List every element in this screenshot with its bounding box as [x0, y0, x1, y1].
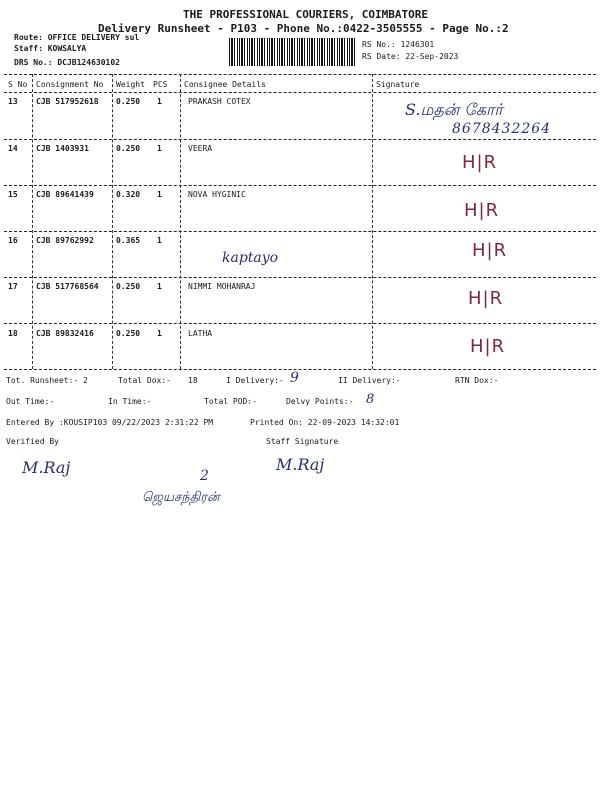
extra-signature: ஜெயசந்திரன்: [142, 490, 220, 505]
verified-by-label: Verified By: [6, 437, 59, 446]
row-divider: [4, 323, 596, 324]
row-divider: [4, 185, 596, 186]
delvy-points-label: Delvy Points:-: [286, 397, 354, 406]
i-delivery-value: 9: [290, 370, 299, 386]
in-time-label: In Time:-: [108, 397, 152, 406]
delvy-points-value: 8: [366, 392, 375, 407]
row-weight: 0.250: [116, 282, 141, 291]
row-sno: 18: [8, 329, 18, 338]
row-handwritten-consignee: kaptayo: [222, 250, 279, 266]
staff-label: Staff: KOWSALYA: [14, 44, 87, 53]
row-consignment: CJB 517768564: [36, 282, 99, 291]
staff-signature: M.Raj: [276, 455, 325, 474]
rs-date: RS Date: 22-Sep-2023: [362, 52, 459, 61]
route-label: Route: OFFICE DELIVERY sul: [14, 33, 140, 42]
row-divider: [4, 139, 596, 140]
total-runsheet: Tot. Runsheet:- 2: [6, 376, 88, 385]
company-name: THE PROFESSIONAL COURIERS, COIMBATORE: [183, 8, 429, 21]
row-signature: H|R: [462, 152, 498, 173]
staff-signature-label: Staff Signature: [266, 437, 339, 446]
rtn-dox-label: RTN Dox:-: [455, 376, 499, 385]
row-divider: [4, 277, 596, 278]
ii-delivery-label: II Delivery:-: [338, 376, 401, 385]
row-weight: 0.365: [116, 236, 141, 245]
row-pcs: 1: [157, 236, 162, 245]
row-sno: 14: [8, 144, 18, 153]
row-consignee: PRAKASH COTEX: [188, 97, 251, 106]
barcode-image: [229, 38, 357, 66]
row-consignee: NOVA HYGINIC: [188, 190, 246, 199]
out-time-label: Out Time:-: [6, 397, 55, 406]
row-pcs: 1: [157, 190, 162, 199]
column-divider: [180, 74, 181, 369]
col-header-consignee: Consignee Details: [184, 80, 266, 89]
rs-number: RS No.: 1246301: [362, 40, 435, 49]
i-delivery-label: I Delivery:-: [226, 376, 284, 385]
col-header-weight: Weight: [116, 80, 145, 89]
row-sno: 16: [8, 236, 18, 245]
row-pcs: 1: [157, 329, 162, 338]
column-divider: [372, 74, 373, 369]
row-consignee: VEERA: [188, 144, 213, 153]
table-header-rule: [4, 92, 596, 93]
entered-by: Entered By :KOUSIP103 09/22/2023 2:31:22 PM: [6, 418, 214, 427]
row-consignment: CJB 1403931: [36, 144, 89, 153]
printed-on: Printed On: 22-09-2023 14:32:01: [250, 418, 400, 427]
total-dox-label: Total Dox:-: [118, 376, 171, 385]
row-consignment: CJB 89762992: [36, 236, 94, 245]
col-header-sno: S No: [8, 80, 28, 89]
row-signature: H|R: [470, 336, 506, 357]
row-sno: 15: [8, 190, 18, 199]
col-header-pcs: PCS: [153, 80, 168, 89]
runsheet-title: Delivery Runsheet - P103 - Phone No.:0422-3505555 - Page No.:2: [98, 22, 509, 35]
row-sno: 13: [8, 97, 18, 106]
drs-number: DRS No.: DCJB124630102: [14, 58, 120, 67]
table-top-rule: [4, 74, 596, 75]
row-consignee: NIMMI MOHANRAJ: [188, 282, 256, 291]
row-weight: 0.250: [116, 144, 141, 153]
total-dox-value: 18: [188, 376, 198, 385]
column-divider: [112, 74, 113, 369]
row-signature: H|R: [464, 200, 500, 221]
row-weight: 0.250: [116, 97, 141, 106]
row-pcs: 1: [157, 282, 162, 291]
extra-signature-mark: 2: [200, 468, 209, 484]
row-sno: 17: [8, 282, 18, 291]
verified-signature: M.Raj: [22, 458, 71, 477]
row-signature-phone: 8678432264: [452, 121, 552, 137]
row-consignment: CJB 89641439: [36, 190, 94, 199]
row-consignment: CJB 89832416: [36, 329, 94, 338]
row-weight: 0.250: [116, 329, 141, 338]
col-header-signature: Signature: [376, 80, 420, 89]
table-bottom-rule: [4, 369, 596, 370]
row-divider: [4, 231, 596, 232]
row-signature: H|R: [472, 240, 508, 261]
row-signature: S.மதன் கோர்: [405, 100, 503, 119]
row-consignment: CJB 517952618: [36, 97, 99, 106]
column-divider: [32, 74, 33, 369]
col-header-consignment: Consignment No: [36, 80, 104, 89]
row-weight: 0.320: [116, 190, 141, 199]
total-pod-label: Total POD:-: [204, 397, 257, 406]
row-signature: H|R: [468, 288, 504, 309]
row-consignee: LATHA: [188, 329, 213, 338]
row-pcs: 1: [157, 97, 162, 106]
row-pcs: 1: [157, 144, 162, 153]
